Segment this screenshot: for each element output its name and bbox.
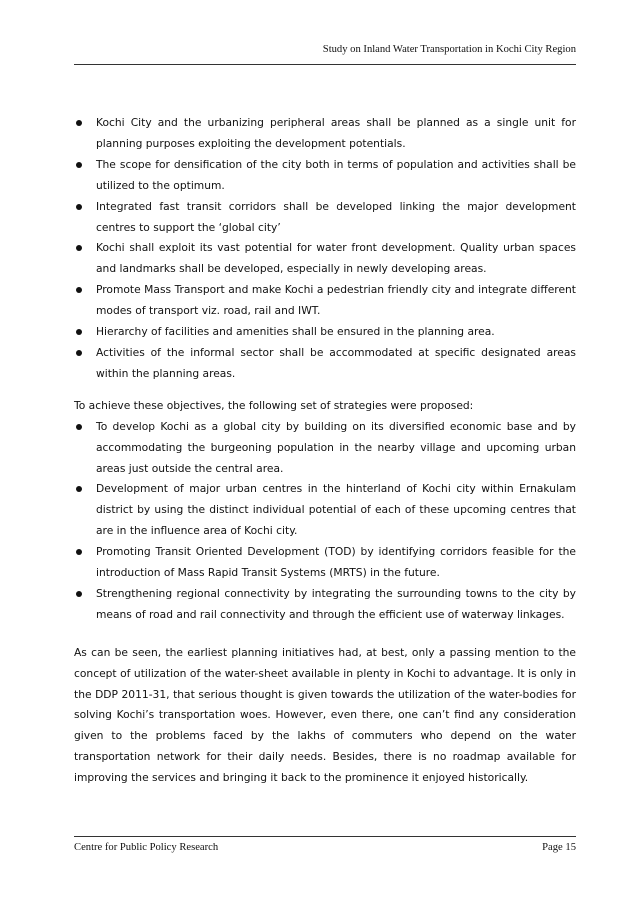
bullet-icon xyxy=(76,120,82,126)
bullet-icon xyxy=(76,162,82,168)
list-item: Integrated fast transit corridors shall be developed linking the major development centres to support the ‘global city’ xyxy=(74,197,576,239)
strategies-intro: To achieve these objectives, the following set of strategies were proposed: xyxy=(74,398,474,412)
list-item: Hierarchy of facilities and amenities shall be ensured in the planning area. xyxy=(74,322,576,343)
list-item: Strengthening regional connectivity by integrating the surrounding towns to the city by means of road and rail connectivity and through the efficient use of waterway linkages. xyxy=(74,584,576,626)
bullet-icon xyxy=(76,350,82,356)
bullet-icon xyxy=(76,287,82,293)
page-body xyxy=(74,113,576,789)
list-item: Activities of the informal sector shall be accommodated at specific designated areas within the planning areas. xyxy=(74,343,576,385)
running-header: Study on Inland Water Transportation in Kochi City Region xyxy=(322,44,576,55)
strategies-list xyxy=(74,417,576,626)
footer-organization: Centre for Public Policy Research xyxy=(74,842,219,853)
objectives-list xyxy=(74,113,576,385)
list-item: Kochi City and the urbanizing peripheral areas shall be planned as a single unit for planning purposes exploiting the development potentials. xyxy=(74,113,576,155)
list-item: Development of major urban centres in the hinterland of Kochi city within Ernakulam district by using the distinct individual potential of each of these upcoming centres that are in the influence area of Kochi city. xyxy=(74,479,576,542)
bullet-icon xyxy=(76,329,82,335)
header-rule xyxy=(74,64,576,65)
bullet-icon xyxy=(76,486,82,492)
list-item: The scope for densification of the city both in terms of population and activities shall be utilized to the optimum. xyxy=(74,155,576,197)
list-item: Promoting Transit Oriented Development (TOD) by identifying corridors feasible for the introduction of Mass Rapid Transit Systems (MRTS) in the future. xyxy=(74,542,576,584)
bullet-icon xyxy=(76,245,82,251)
list-item: Kochi shall exploit its vast potential for water front development. Quality urban spaces and landmarks shall be developed, especially in newly developing areas. xyxy=(74,238,576,280)
footer-page-number: Page 15 xyxy=(542,842,576,853)
bullet-icon xyxy=(76,549,82,555)
list-item: To develop Kochi as a global city by building on its diversified economic base and by accommodating the burgeoning population in the nearby village and upcoming urban areas just outside the central area. xyxy=(74,417,576,480)
list-item: Promote Mass Transport and make Kochi a pedestrian friendly city and integrate different modes of transport viz. road, rail and IWT. xyxy=(74,280,576,322)
footer-rule xyxy=(74,836,576,837)
conclusion-paragraph: As can be seen, the earliest planning initiatives had, at best, only a passing mention to the concept of utilization of the water-sheet available in plenty in Kochi to advantage. It is only in the DDP 2011-31, that serious thought is given towards the utilization of the water-bodies for solving Kochi’s transportation woes. However, even there, one can’t find any consideration given to the problems faced by the lakhs of commuters who depend on the water transportation network for their daily needs. Besides, there is no roadmap available for improving the services and bringing it back to the prominence it enjoyed historically. xyxy=(74,645,576,785)
bullet-icon xyxy=(76,204,82,210)
bullet-icon xyxy=(76,591,82,597)
bullet-icon xyxy=(76,424,82,430)
